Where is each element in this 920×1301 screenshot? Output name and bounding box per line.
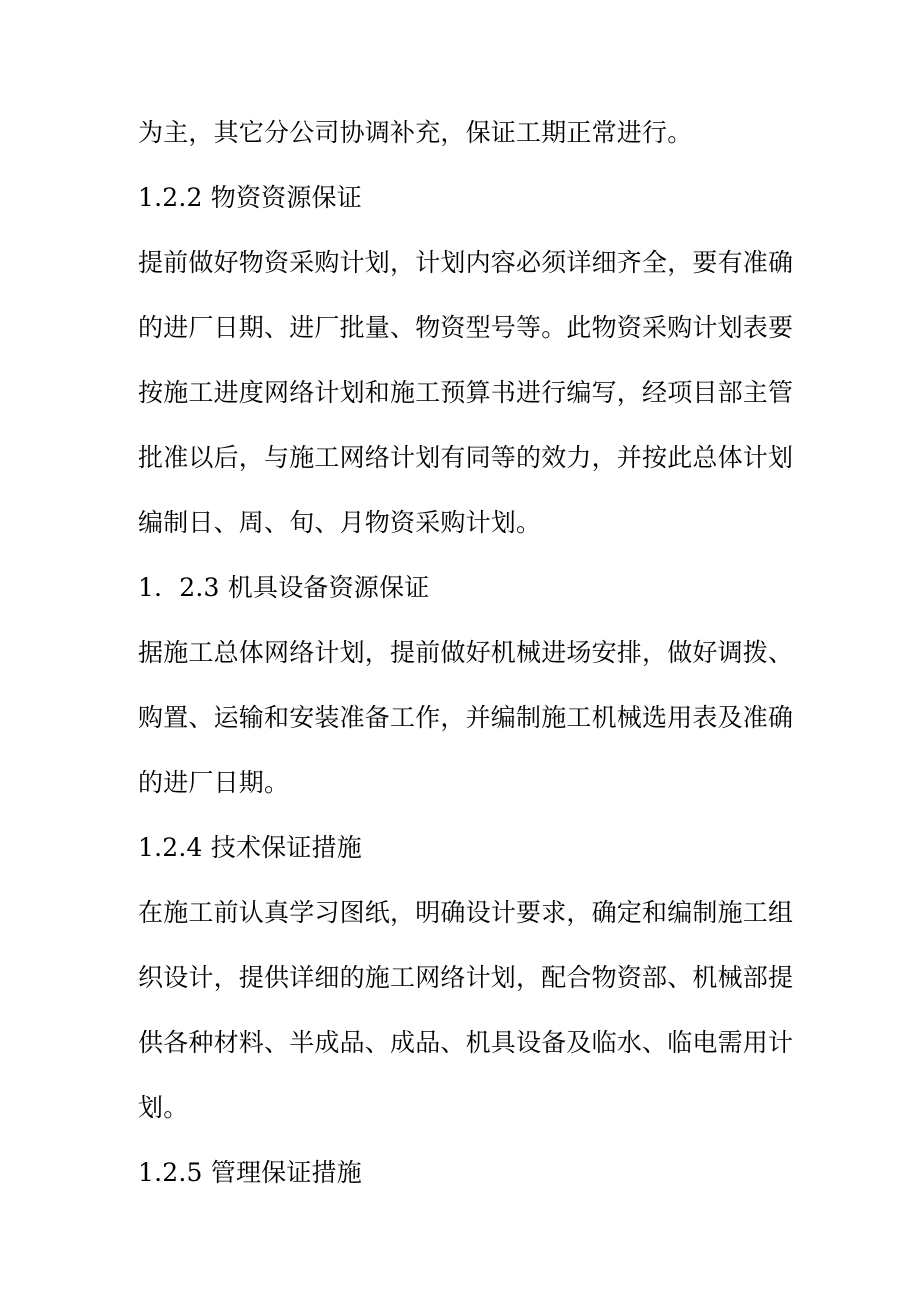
section-heading-1-2-4: 1.2.4 技术保证措施 bbox=[138, 833, 362, 862]
paragraph-line: 购置、运输和安装准备工作，并编制施工机械选用表及准确 bbox=[138, 703, 794, 732]
paragraph-line: 划。 bbox=[138, 1093, 189, 1122]
paragraph-line: 在施工前认真学习图纸，明确设计要求，确定和编制施工组 bbox=[138, 898, 794, 927]
paragraph-line: 织设计，提供详细的施工网络计划，配合物资部、机械部提 bbox=[138, 963, 794, 992]
paragraph-line: 据施工总体网络计划，提前做好机械进场安排，做好调拨、 bbox=[138, 638, 794, 667]
paragraph-line: 编制日、周、旬、月物资采购计划。 bbox=[138, 508, 542, 537]
section-heading-1-2-3: 1．2.3 机具设备资源保证 bbox=[138, 573, 430, 602]
paragraph-line: 的进厂日期。 bbox=[138, 768, 290, 797]
paragraph-line: 为主，其它分公司协调补充，保证工期正常进行。 bbox=[138, 118, 693, 147]
paragraph-line: 供各种材料、半成品、成品、机具设备及临水、临电需用计 bbox=[138, 1028, 794, 1057]
paragraph-line: 按施工进度网络计划和施工预算书进行编写，经项目部主管 bbox=[138, 378, 794, 407]
paragraph-line: 提前做好物资采购计划，计划内容必须详细齐全，要有准确 bbox=[138, 248, 794, 277]
section-heading-1-2-5: 1.2.5 管理保证措施 bbox=[138, 1158, 362, 1187]
section-heading-1-2-2: 1.2.2 物资资源保证 bbox=[138, 183, 362, 212]
paragraph-line: 批准以后，与施工网络计划有同等的效力，并按此总体计划 bbox=[138, 443, 794, 472]
paragraph-line: 的进厂日期、进厂批量、物资型号等。此物资采购计划表要 bbox=[138, 313, 794, 342]
